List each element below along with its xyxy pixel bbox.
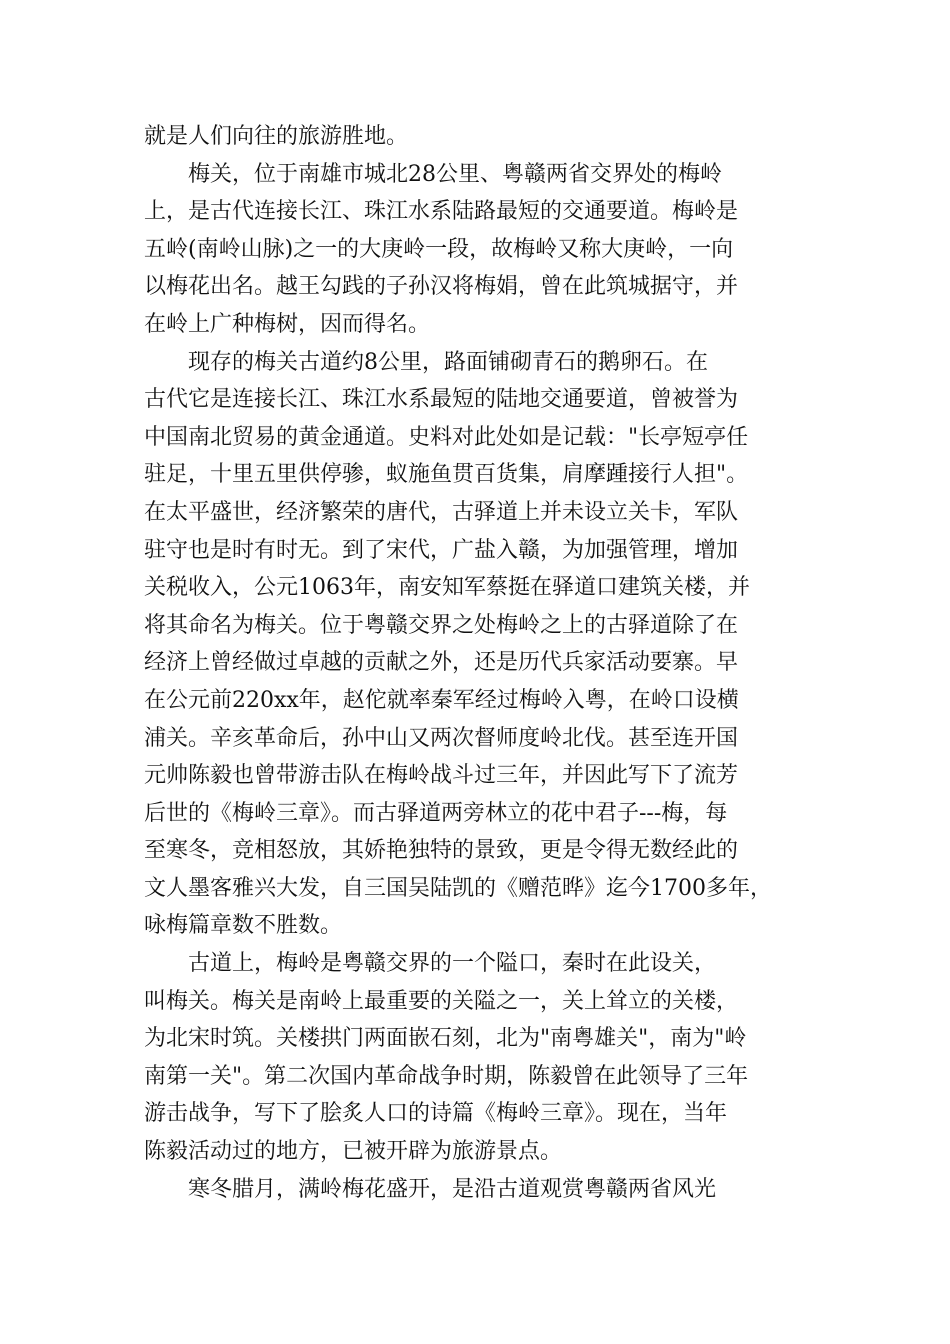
text-line: 咏梅篇章数不胜数。	[144, 913, 343, 939]
text-line: 上，是古代连接长江、珠江水系陆路最短的交通要道。梅岭是	[144, 199, 739, 225]
text-line: 现存的梅关古道约8公里，路面铺砌青石的鹅卵石。在	[144, 349, 708, 375]
text-line: 南第一关"。第二次国内革命战争时期，陈毅曾在此领导了三年	[144, 1063, 749, 1089]
text-line: 后世的《梅岭三章》。而古驿道两旁林立的花中君子---梅，每	[144, 800, 728, 826]
text-line: 梅关，位于南雄市城北28公里、粤赣两省交界处的梅岭	[144, 161, 722, 187]
text-line: 就是人们向往的旅游胜地。	[144, 124, 409, 149]
text-line: 关税收入，公元1063年，南安知军蔡挺在驿道口建筑关楼，并	[144, 575, 750, 601]
text-line: 以梅花出名。越王勾践的子孙汉将梅娟，曾在此筑城据守，并	[144, 274, 739, 300]
text-line: 经济上曾经做过卓越的贡献之外，还是历代兵家活动要寨。早	[144, 650, 739, 676]
text-line: 在太平盛世，经济繁荣的唐代，古驿道上并未设立关卡，军队	[144, 499, 739, 525]
text-line: 游击战争，写下了脍炙人口的诗篇《梅岭三章》。现在，当年	[144, 1101, 728, 1127]
text-line: 文人墨客雅兴大发，自三国吴陆凯的《赠范晔》迄今1700多年，	[144, 875, 772, 901]
text-line: 在公元前220xx年，赵佗就率秦军经过梅岭入粤，在岭口设横	[144, 687, 739, 713]
paragraph-2	[144, 156, 812, 344]
paragraph-1	[144, 118, 812, 156]
text-line: 为北宋时筑。关楼拱门两面嵌石刻，北为"南粤雄关"，南为"岭	[144, 1026, 747, 1052]
text-line: 将其命名为梅关。位于粤赣交界之处梅岭之上的古驿道除了在	[144, 612, 739, 638]
text-line: 浦关。辛亥革命后，孙中山又两次督师度岭北伐。甚至连开国	[144, 725, 739, 751]
text-line: 叫梅关。梅关是南岭上最重要的关隘之一，关上耸立的关楼，	[144, 988, 739, 1014]
paragraph-4	[144, 945, 812, 1171]
paragraph-3	[144, 344, 812, 946]
body-text	[144, 118, 812, 1208]
text-line: 陈毅活动过的地方，已被开辟为旅游景点。	[144, 1139, 563, 1165]
paragraph-5	[144, 1171, 812, 1209]
text-line: 在岭上广种梅树，因而得名。	[144, 311, 431, 337]
text-line: 驻守也是时有时无。到了宋代，广盐入赣，为加强管理，增加	[144, 537, 739, 563]
text-line: 五岭(南岭山脉)之一的大庚岭一段，故梅岭又称大庚岭，一向	[144, 236, 734, 262]
text-line: 寒冬腊月，满岭梅花盛开，是沿古道观赏粤赣两省风光	[144, 1176, 717, 1202]
text-line: 中国南北贸易的黄金通道。史料对此处如是记载："长亭短亭任	[144, 424, 749, 450]
text-line: 至寒冬，竞相怒放，其娇艳独特的景致，更是令得无数经此的	[144, 838, 739, 864]
text-line: 古代它是连接长江、珠江水系最短的陆地交通要道，曾被誉为	[144, 387, 739, 413]
text-line: 元帅陈毅也曾带游击队在梅岭战斗过三年，并因此写下了流芳	[144, 763, 739, 789]
text-line: 驻足，十里五里供停骖，蚁施鱼贯百货集，肩摩踵接行人担"。	[144, 462, 749, 488]
text-line: 古道上，梅岭是粤赣交界的一个隘口，秦时在此设关，	[144, 951, 717, 977]
